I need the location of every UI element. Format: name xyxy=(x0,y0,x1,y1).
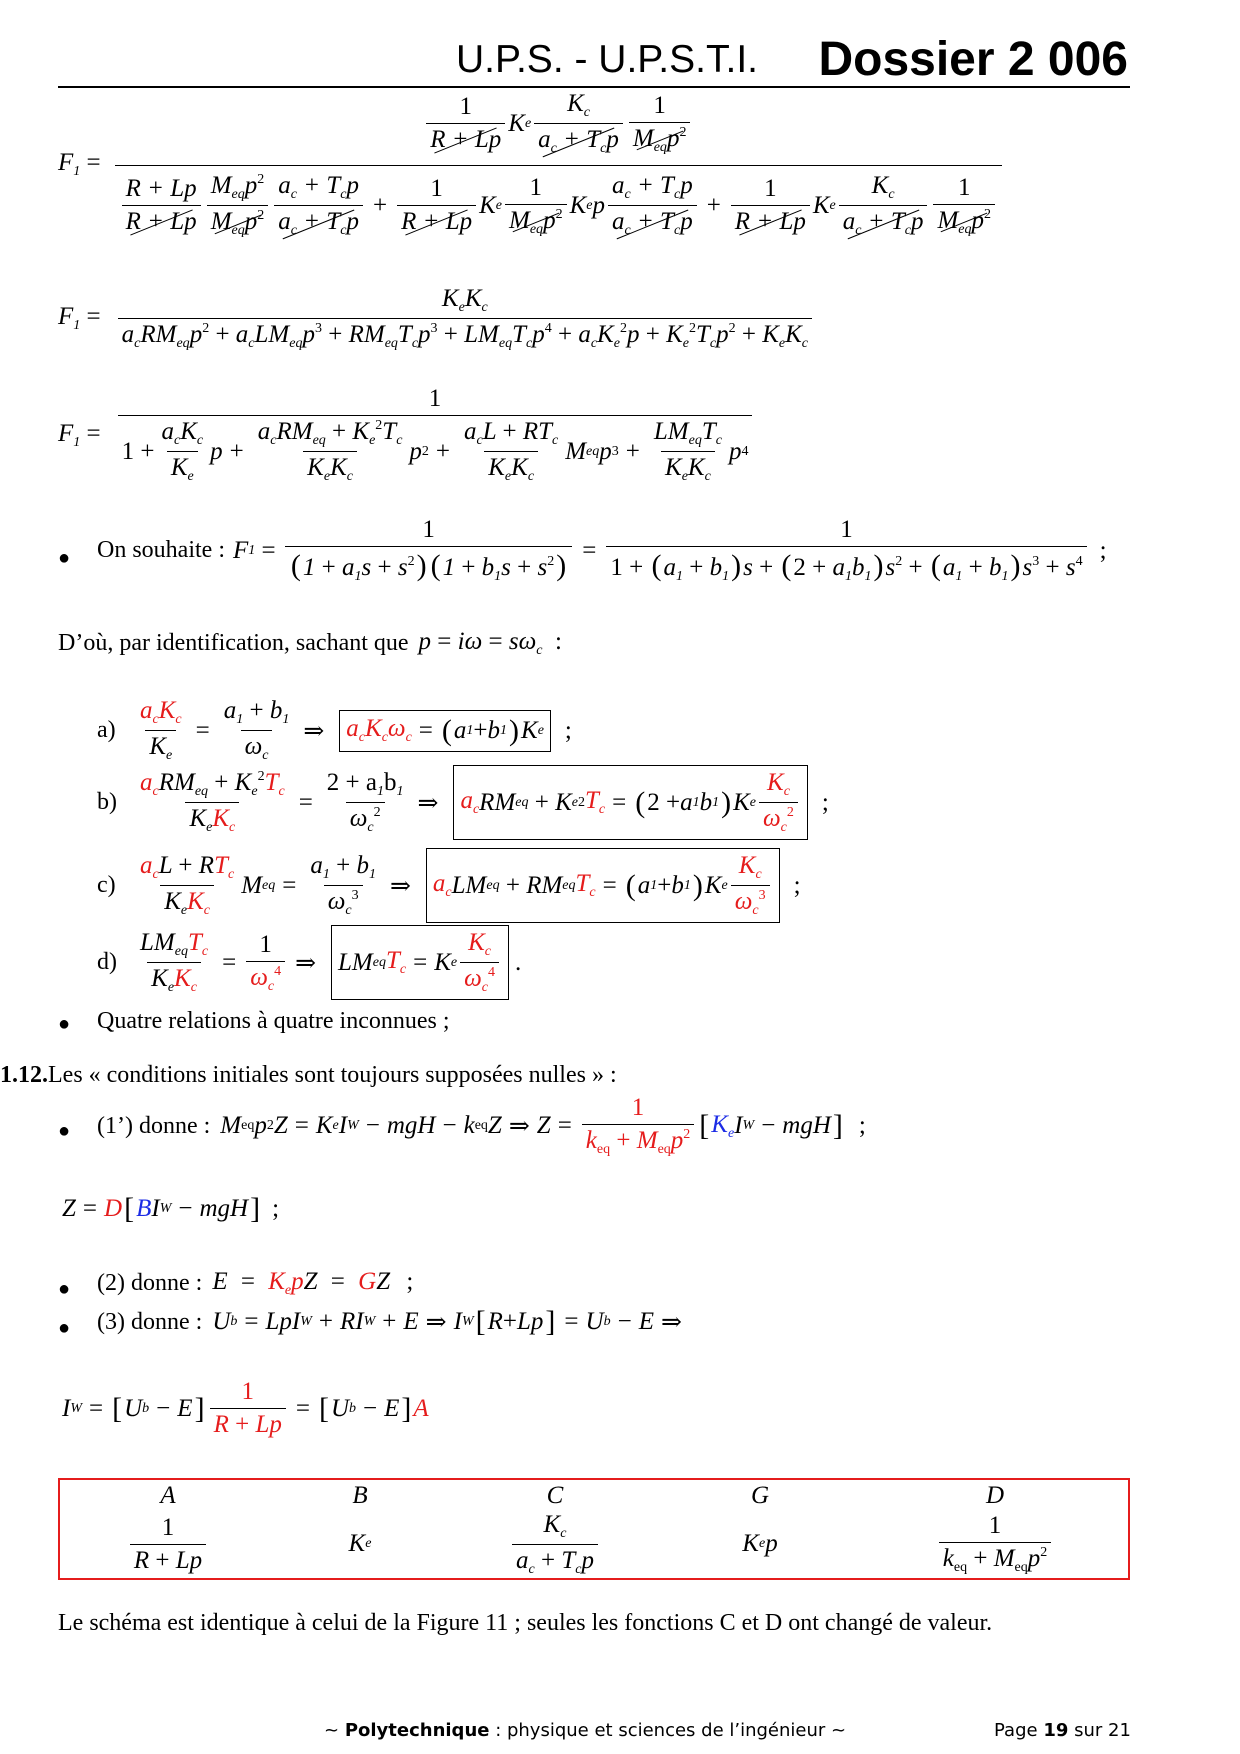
label-d: d) xyxy=(97,949,117,975)
table-col-a: A $\frac{1}{R + Lp}$ xyxy=(88,1480,248,1578)
donne2-text: (2) donne : xyxy=(97,1270,203,1296)
transfer-functions-table xyxy=(58,1478,1130,1580)
page-header xyxy=(58,28,1130,88)
equation-f1-polynomial: $F_1$ = $K_eK_c$ $a_cRM_{eq}p^2 + a_cLM_{eq}p^3 + RM_{eq}T_cp^3 + LM_{eq}T_cp^4 + a_cK_e^2p + K_e^2T_cp^2 + K_eK_c$ xyxy=(58,285,815,352)
relation-b: b) $\frac{a_cRM_{eq} + K_e^2T_c}{K_eK_c}$ = $\frac{2 + a_1b_1}{\omega_c^2}$ ⇒ $a_c$ RM eq + K e 2 $T_c$ = ( 2 + a 1 b 1 ) K e $\frac{K_c}{\omega_c^2}$ ; xyxy=(97,765,829,840)
label-a: a) xyxy=(97,717,116,743)
label-b: b) xyxy=(97,789,117,815)
section-text: Les « conditions initiales sont toujours supposées nulles » : xyxy=(48,1062,617,1088)
line-donne-2: (2) donne : $E = K_epZ$ = GZ ; xyxy=(97,1268,414,1298)
table-header-b: B xyxy=(352,1482,368,1509)
footer-school: Polytechnique xyxy=(344,1720,490,1741)
bullet-icon: ● xyxy=(58,1013,71,1035)
equation-z: Z = D [ B I W − mgH ] ; xyxy=(62,1192,280,1225)
bullet-icon: ● xyxy=(58,1120,71,1142)
dou-text: D’où, par identification, sachant que xyxy=(58,630,409,656)
table-header-a: A xyxy=(160,1482,176,1509)
equation-iw: I W = [ U b − E ] $\frac{1}{R + Lp}$ = [ U b − E ] A xyxy=(62,1378,429,1438)
table-col-b: B K e xyxy=(348,1482,372,1557)
table-header-d: D xyxy=(985,1482,1005,1509)
footer-page: Page 19 sur 21 xyxy=(994,1720,1131,1741)
footer-center: ~ Polytechnique : physique et sciences de l’ingénieur ~ xyxy=(324,1720,847,1741)
donne3-text: (3) donne : xyxy=(97,1308,203,1335)
bullet-icon: ● xyxy=(58,547,71,569)
relation-c: c) $\frac{a_cL + RT_c}{K_eK_c}$ M eq = $\frac{a_1 + b_1}{\omega_c^3}$ ⇒ $a_c$ LM eq + RM eq $T_c$ = ( a 1 + b 1 ) K e $\frac{K_c}{\omega_c^3}$ ; xyxy=(97,848,801,923)
table-header-c: C xyxy=(546,1482,564,1509)
bullet-icon: ● xyxy=(58,1278,71,1300)
donne1-text: (1’) donne : xyxy=(97,1112,211,1139)
line-donne-1: (1’) donne : M eq p 2 Z = K e I W − mgH − k eq Z ⇒ Z = $\frac{1}{k_{eq} + M_{eq}p^2}$ [ $K_e$ I W − mgH ] ; xyxy=(97,1094,866,1157)
table-col-c: C $\frac{K_c}{a_c + T_cp}$ xyxy=(465,1480,645,1578)
line-donne-3: (3) donne : U b = LpI W + RI W + E ⇒ I W [ R + Lp ] = U b − E ⇒ xyxy=(97,1305,682,1338)
equation-target: F 1 = $\frac{1}{(1 + a_1s + s^2) (1 + b_1s + s^2)}$ = $\frac{1}{1 + (a_1 + b_1)s + (2 + a_1b_1)s^2 + (a_1 + b_1)s^3 + s^4}$ ; xyxy=(232,516,1107,584)
schema-sentence: Le schéma est identique à celui de la Figure 11 ; seules les fonctions C et D ont changé de valeur. xyxy=(58,1610,993,1636)
line-souhaite xyxy=(97,516,1107,585)
equation-f1-normalized: $F_1$ = 1 1 + $\frac{a_cK_c}{K_e}$ p + $\frac{a_cRM_{eq} + K_e^2T_c}{K_eK_c}$ p 2 + $\frac{a_cL + RT_c}{K_eK_c}$ M eq p 3 + $\frac{LM_{eq}T_c}{K_eK_c}$ p 4 xyxy=(58,385,755,485)
footer-page-number: 19 xyxy=(1043,1720,1069,1741)
section-1-12 xyxy=(0,1062,617,1089)
quatre-text: Quatre relations à quatre inconnues ; xyxy=(97,1008,450,1034)
header-organization: U.P.S. - U.P.S.T.I. xyxy=(455,38,758,81)
line-identification: D’où, par identification, sachant que $p = i\omega = s\omega_c$ : xyxy=(58,628,562,658)
line-quatre xyxy=(97,1008,450,1035)
table-header-g: G xyxy=(750,1482,770,1509)
bullet-icon: ● xyxy=(58,1317,71,1339)
equation-f1-expanded: $F_1$ = $\frac{1}{R + Lp}$ K e $\frac{K_c}{a_c + T_cp}$ $\frac{1}{M_{eq}p^2}$ $\frac{R + Lp}{R + Lp}$ $\frac{M_{eq}p^2}{M_{eq}p^2}$ $\frac{a_c + T_cp}{a_c + T_cp}$ + $\frac{1}{R + Lp}$ K e $\frac{1}{M_{eq}p^2}$ K e p $\frac{a_c + T_cp}{a_c + T_cp}$ + $\frac{1}{R + Lp}$ K e $\frac{K_c}{a_c + T_cp}$ $\frac{1}{M_{eq}p^2}$ xyxy=(58,90,1002,239)
souhaite-text: On souhaite : xyxy=(97,537,225,563)
header-title: Dossier 2 006 xyxy=(818,33,1128,86)
relation-a: a) $\frac{a_cK_c}{K_e}$ = $\frac{a_1 + b_1}{\omega_c}$ ⇒ $a_cK_c\omega_c$ = ( a 1 + b 1 ) K e ; xyxy=(97,697,572,763)
section-number: 1.12. xyxy=(0,1062,48,1088)
label-c: c) xyxy=(97,872,116,898)
relation-d: d) $\frac{LM_{eq}T_c}{K_eK_c}$ = $\frac{1}{\omega_c^4}$ ⇒ LM eq $T_c$ = K e $\frac{K_c}{\omega_c^4}$ . xyxy=(97,925,521,1000)
table-col-d: D $\frac{1}{k_{eq} + M_{eq}p^2}$ xyxy=(895,1480,1095,1578)
table-col-g: G K e p xyxy=(742,1482,778,1557)
